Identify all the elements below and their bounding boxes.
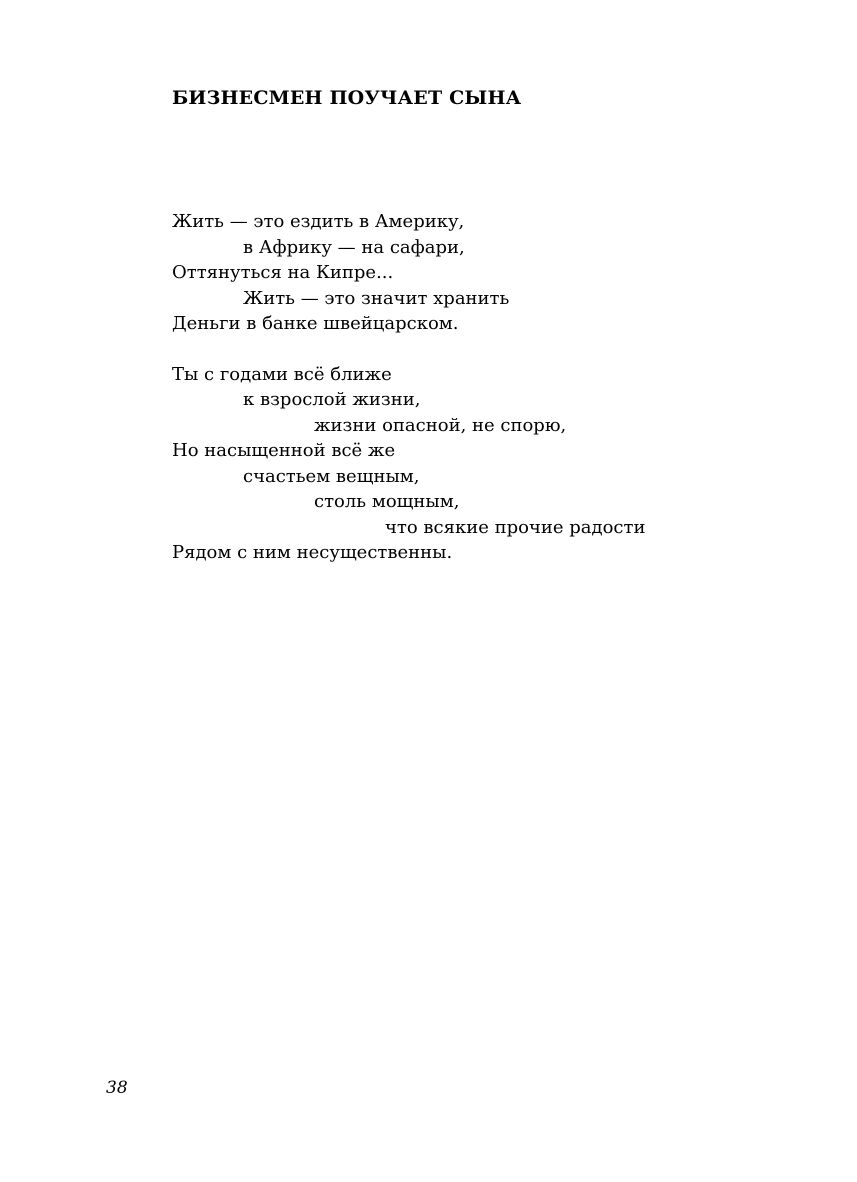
poem-line: что всякие прочие радости	[385, 516, 646, 538]
poem-line: к взрослой жизни,	[243, 389, 421, 410]
page-title: БИЗНЕСМЕН ПОУЧАЕТ СЫНА	[172, 87, 522, 109]
poem-line: Жить — это значит хранить	[243, 287, 510, 309]
poem-line: в Африку — на сафари,	[243, 236, 465, 258]
poem-body	[172, 209, 645, 566]
poem-line: Но насыщенной всё же	[172, 440, 396, 461]
poem-line: Жить — это ездить в Америку,	[172, 211, 465, 232]
stanza	[172, 362, 645, 566]
stanza-divider	[172, 337, 645, 362]
poem-line: Ты с годами всё ближе	[172, 363, 392, 385]
poem-line: Оттянуться на Кипре...	[172, 262, 394, 283]
poem-line: Рядом с ним несущественны.	[172, 542, 453, 563]
poem-line: счастьем вещным,	[243, 465, 420, 487]
poem-line: Деньги в банке швейцарском.	[172, 313, 459, 334]
poem-line: жизни опасной, не спорю,	[314, 414, 567, 436]
page-number: 38	[106, 1078, 128, 1098]
stanza	[172, 209, 645, 337]
poem-line: столь мощным,	[314, 491, 460, 512]
